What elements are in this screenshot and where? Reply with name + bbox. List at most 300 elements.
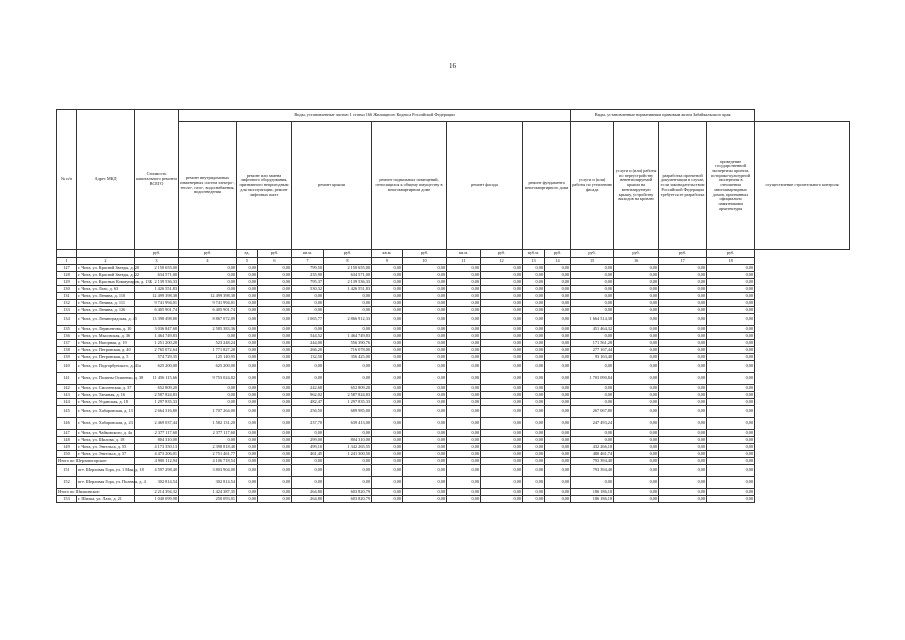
value-cell: 0,00 xyxy=(481,279,523,286)
unit-cell: руб. xyxy=(707,250,755,258)
value-cell: 264,80 xyxy=(292,496,324,503)
value-cell: 0,00 xyxy=(237,465,258,477)
value-cell: 0,00 xyxy=(481,293,523,300)
row-address: г. Чита, ул. Петровская, д. 40 xyxy=(77,347,135,354)
value-cell: 0,00 xyxy=(545,451,571,458)
value-cell: 0,00 xyxy=(179,333,237,340)
value-cell: 0,00 xyxy=(324,326,372,333)
value-cell: 0,00 xyxy=(292,373,324,385)
value-cell: 0,00 xyxy=(523,300,545,307)
col-header-facade: ремонт фасада xyxy=(447,122,523,250)
value-cell: 0,00 xyxy=(659,465,707,477)
value-cell: 2 139 536,33 xyxy=(324,279,372,286)
value-cell: 0,00 xyxy=(545,347,571,354)
value-cell: 0,00 xyxy=(372,340,403,347)
index-cell: 4 xyxy=(179,258,237,265)
value-cell: 0,00 xyxy=(481,272,523,279)
value-cell: 0,00 xyxy=(403,458,447,465)
table-row xyxy=(57,465,850,477)
value-cell: 0,00 xyxy=(372,451,403,458)
table-row xyxy=(57,314,850,326)
value-cell: 0,00 xyxy=(571,399,614,406)
value-cell: 0,00 xyxy=(258,489,292,496)
value-cell: 0,00 xyxy=(545,418,571,430)
value-cell: 0,00 xyxy=(403,465,447,477)
row-address: г. Чита, ул. Ленина, д. 110 xyxy=(77,293,135,300)
value-cell: 0,00 xyxy=(523,314,545,326)
value-cell: 0,00 xyxy=(372,418,403,430)
value-cell: 0,00 xyxy=(237,293,258,300)
value-cell: 0,00 xyxy=(614,477,659,489)
value-cell: 0,00 xyxy=(292,326,324,333)
value-cell: 1 241 300,50 xyxy=(324,451,372,458)
value-cell: 0,00 xyxy=(523,361,545,373)
value-cell: 0,00 xyxy=(237,265,258,272)
value-cell: 0,00 xyxy=(571,437,614,444)
value-cell: 0,00 xyxy=(447,477,481,489)
value-cell: 0,00 xyxy=(258,333,292,340)
value-cell: 0,00 xyxy=(545,437,571,444)
row-address: г. Чита, ул. Подгорбунского, д. 41а xyxy=(77,361,135,373)
value-cell: 0,00 xyxy=(403,279,447,286)
value-cell: 93 163,40 xyxy=(571,354,614,361)
value-cell: 9 753 024,82 xyxy=(179,373,237,385)
table-row xyxy=(57,406,850,418)
value-cell: 0,00 xyxy=(659,373,707,385)
value-cell: 0,00 xyxy=(571,286,614,293)
value-cell: 451 464,32 xyxy=(571,326,614,333)
value-cell: 0,00 xyxy=(258,326,292,333)
row-number: 149 xyxy=(57,444,77,451)
value-cell: 0,00 xyxy=(447,430,481,437)
col-header-no: № п/п xyxy=(57,110,77,250)
value-cell: 0,00 xyxy=(523,392,545,399)
value-cell: 0,00 xyxy=(659,399,707,406)
value-cell: 0,00 xyxy=(571,279,614,286)
value-cell: 0,00 xyxy=(614,444,659,451)
value-cell: 0,00 xyxy=(659,340,707,347)
table-row xyxy=(57,477,850,489)
index-cell: 2 xyxy=(77,258,135,265)
row-number: 137 xyxy=(57,340,77,347)
row-number: 144 xyxy=(57,399,77,406)
value-cell: 0,00 xyxy=(447,293,481,300)
value-cell: 0,00 xyxy=(545,458,571,465)
value-cell: 0,00 xyxy=(237,489,258,496)
row-number: 148 xyxy=(57,437,77,444)
unit-cell: руб. xyxy=(258,250,292,258)
row-number: 153 xyxy=(57,496,77,503)
table-row xyxy=(57,385,850,392)
value-cell: 237,70 xyxy=(292,418,324,430)
value-cell: 0,00 xyxy=(403,399,447,406)
value-cell: 0,00 xyxy=(659,272,707,279)
value-cell: 0,00 xyxy=(614,333,659,340)
value-cell: 267 067,80 xyxy=(571,406,614,418)
value-cell: 8 867 072,09 xyxy=(179,314,237,326)
row-number: 141 xyxy=(57,373,77,385)
value-cell: 0,00 xyxy=(659,385,707,392)
value-cell: 0,00 xyxy=(614,265,659,272)
value-cell: 0,00 xyxy=(523,496,545,503)
value-cell: 0,00 xyxy=(614,437,659,444)
value-cell: 1 297 835,33 xyxy=(324,399,372,406)
value-cell: 0,00 xyxy=(258,399,292,406)
value-cell: 0,00 xyxy=(372,392,403,399)
header-group-row xyxy=(57,110,850,122)
value-cell: 1 065,77 xyxy=(292,314,324,326)
value-cell: 0,00 xyxy=(403,489,447,496)
value-cell: 4 597 298,40 xyxy=(135,465,179,477)
value-cell: 0,00 xyxy=(707,272,755,279)
index-cell: 8 xyxy=(324,258,372,265)
col-header-roof: ремонт крыши xyxy=(292,122,372,250)
value-cell: 0,00 xyxy=(258,406,292,418)
value-cell: 247 493,24 xyxy=(571,418,614,430)
value-cell: 0,00 xyxy=(659,496,707,503)
value-cell: 0,00 xyxy=(447,444,481,451)
value-cell: 0,00 xyxy=(523,399,545,406)
unit-cell: руб. xyxy=(403,250,447,258)
row-number: 142 xyxy=(57,385,77,392)
value-cell: 0,00 xyxy=(258,385,292,392)
row-number: 150 xyxy=(57,451,77,458)
value-cell: 0,00 xyxy=(571,293,614,300)
value-cell: 0,00 xyxy=(545,392,571,399)
value-cell: 1 582 131,20 xyxy=(179,418,237,430)
value-cell: 0,00 xyxy=(258,430,292,437)
value-cell: 0,00 xyxy=(571,272,614,279)
index-cell: 10 xyxy=(403,258,447,265)
row-number: 134 xyxy=(57,314,77,326)
row-address: г. Чита, ул. Чайковского, д. 4а xyxy=(77,430,135,437)
value-cell: 299,00 xyxy=(292,437,324,444)
value-cell: 0,00 xyxy=(545,385,571,392)
value-cell: 0,00 xyxy=(179,272,237,279)
value-cell: 0,00 xyxy=(707,347,755,354)
value-cell: 574 729,35 xyxy=(135,354,179,361)
value-cell: 0,00 xyxy=(372,265,403,272)
value-cell: 482,47 xyxy=(292,399,324,406)
unit-cell: кв.м. xyxy=(372,250,403,258)
value-cell: 0,00 xyxy=(523,444,545,451)
index-cell: 17 xyxy=(659,258,707,265)
value-cell: 0,00 xyxy=(258,451,292,458)
value-cell: 0,00 xyxy=(403,314,447,326)
value-cell: 0,00 xyxy=(403,385,447,392)
value-cell: 0,00 xyxy=(659,300,707,307)
unit-cell: руб. xyxy=(571,250,614,258)
value-cell: 0,00 xyxy=(571,385,614,392)
value-cell: 0,00 xyxy=(545,361,571,373)
value-cell: 0,00 xyxy=(447,385,481,392)
value-cell: 0,00 xyxy=(372,406,403,418)
value-cell: 1 426 551,83 xyxy=(135,286,179,293)
value-cell: 0,00 xyxy=(707,333,755,340)
value-cell: 0,00 xyxy=(545,430,571,437)
row-address: г. Чита, ул. Лазо, д. 63 xyxy=(77,286,135,293)
value-cell: 0,00 xyxy=(707,399,755,406)
value-cell: 2 150 655,00 xyxy=(135,265,179,272)
value-cell: 0,00 xyxy=(447,373,481,385)
row-number: 151 xyxy=(57,465,77,477)
table-row xyxy=(57,347,850,354)
value-cell: 0,00 xyxy=(523,430,545,437)
value-cell: 0,00 xyxy=(403,307,447,314)
value-cell: 0,00 xyxy=(614,340,659,347)
row-number: 140 xyxy=(57,361,77,373)
row-address: г. Чита, ул. Ленина, д. 111 xyxy=(77,300,135,307)
value-cell: 0,00 xyxy=(481,399,523,406)
value-cell: 0,00 xyxy=(614,373,659,385)
row-number: 131 xyxy=(57,293,77,300)
value-cell: 0,00 xyxy=(614,392,659,399)
value-cell: 0,00 xyxy=(403,286,447,293)
value-cell: 0,00 xyxy=(403,430,447,437)
value-cell: 250 093,01 xyxy=(179,496,237,503)
value-cell: 639 413,00 xyxy=(324,418,372,430)
value-cell: 603 820,79 xyxy=(324,496,372,503)
table-row xyxy=(57,392,850,399)
value-cell: 0,00 xyxy=(481,496,523,503)
row-number: 152 xyxy=(57,477,77,489)
col-header-total-cost: Стоимость капитального ремонта ВСЕГО xyxy=(135,110,179,250)
value-cell: 0,00 xyxy=(372,458,403,465)
col-header-basement: ремонт подвальных помещений, относящихся к общему имуществу в многоквартирном доме xyxy=(372,122,447,250)
value-cell: 1 040 099,98 xyxy=(135,496,179,503)
total-row xyxy=(57,489,850,496)
value-cell: 0,00 xyxy=(292,477,324,489)
value-cell: 0,00 xyxy=(237,340,258,347)
value-cell: 0,00 xyxy=(481,451,523,458)
value-cell: 0,00 xyxy=(523,489,545,496)
value-cell: 0,00 xyxy=(292,465,324,477)
value-cell: 0,00 xyxy=(614,307,659,314)
group-header-regional: Виды, установленные нормативным правовым актом Забайкальского края xyxy=(571,110,755,122)
row-address: г. Чита, ул. Хабаровская, д. 13 xyxy=(77,406,135,418)
value-cell: 1 251 200,28 xyxy=(135,340,179,347)
row-number: 133 xyxy=(57,307,77,314)
value-cell: 0,00 xyxy=(614,293,659,300)
value-cell: 0,00 xyxy=(523,265,545,272)
table-row xyxy=(57,361,850,373)
row-number: 135 xyxy=(57,326,77,333)
value-cell: 793 394,40 xyxy=(571,458,614,465)
unit-cell: руб. xyxy=(614,250,659,258)
value-cell: 0,00 xyxy=(237,333,258,340)
value-cell: 0,00 xyxy=(237,354,258,361)
row-number: 132 xyxy=(57,300,77,307)
value-cell: 2 377 117,60 xyxy=(179,430,237,437)
value-cell: 11 456 115,66 xyxy=(135,373,179,385)
value-cell: 0,00 xyxy=(481,465,523,477)
row-address: г. Чита, ул. Ленина, д. 126 xyxy=(77,307,135,314)
row-address: г. Чита, ул. Лермонтова, д. 10 xyxy=(77,326,135,333)
table-row xyxy=(57,272,850,279)
value-cell: 0,00 xyxy=(571,307,614,314)
value-cell: 0,00 xyxy=(571,392,614,399)
value-cell: 804 310,00 xyxy=(135,437,179,444)
value-cell: 244,00 xyxy=(292,340,324,347)
value-cell: 0,00 xyxy=(659,314,707,326)
col-header-construction-control: осуществление строительного контроля xyxy=(755,122,850,250)
value-cell: 0,00 xyxy=(258,293,292,300)
value-cell: 0,00 xyxy=(481,286,523,293)
value-cell: 0,00 xyxy=(324,373,372,385)
value-cell: 0,00 xyxy=(659,279,707,286)
value-cell: 804 310,00 xyxy=(324,437,372,444)
unit-cell: руб. xyxy=(545,250,571,258)
value-cell: 0,00 xyxy=(571,477,614,489)
value-cell: 0,00 xyxy=(237,272,258,279)
table-row xyxy=(57,399,850,406)
index-cell: 7 xyxy=(292,258,324,265)
row-number: 147 xyxy=(57,430,77,437)
unit-cell xyxy=(77,250,135,258)
value-cell: 0,00 xyxy=(447,340,481,347)
value-cell: 1 426 551,83 xyxy=(324,286,372,293)
table-row xyxy=(57,418,850,430)
value-cell: 0,00 xyxy=(372,373,403,385)
value-cell: 0,00 xyxy=(545,326,571,333)
value-cell: 0,00 xyxy=(481,326,523,333)
value-cell: 0,00 xyxy=(545,300,571,307)
value-cell: 0,00 xyxy=(258,307,292,314)
value-cell: 0,00 xyxy=(614,451,659,458)
value-cell: 0,00 xyxy=(659,489,707,496)
value-cell: 0,00 xyxy=(372,477,403,489)
value-cell: 0,00 xyxy=(237,477,258,489)
value-cell: 0,00 xyxy=(659,458,707,465)
value-cell: 0,00 xyxy=(403,265,447,272)
value-cell: 0,00 xyxy=(659,361,707,373)
table-row xyxy=(57,451,850,458)
value-cell: 0,00 xyxy=(659,286,707,293)
value-cell: 0,00 xyxy=(372,361,403,373)
value-cell: 0,00 xyxy=(545,444,571,451)
value-cell: 0,00 xyxy=(707,489,755,496)
table-row xyxy=(57,286,850,293)
value-cell: 0,00 xyxy=(403,451,447,458)
value-cell: 0,00 xyxy=(403,361,447,373)
value-cell: 0,00 xyxy=(372,444,403,451)
value-cell: 0,00 xyxy=(258,477,292,489)
value-cell: 0,00 xyxy=(324,430,372,437)
value-cell: 0,00 xyxy=(372,307,403,314)
value-cell: 0,00 xyxy=(481,418,523,430)
value-cell: 0,00 xyxy=(447,418,481,430)
table-row xyxy=(57,307,850,314)
value-cell: 0,00 xyxy=(258,496,292,503)
value-cell: 0,00 xyxy=(707,340,755,347)
value-cell: 0,00 xyxy=(403,418,447,430)
index-cell: 1 xyxy=(57,258,77,265)
value-cell: 0,00 xyxy=(659,437,707,444)
value-cell: 0,00 xyxy=(614,418,659,430)
value-cell: 0,00 xyxy=(545,314,571,326)
value-cell: 799,50 xyxy=(292,265,324,272)
value-cell: 0,00 xyxy=(258,437,292,444)
value-cell: 0,00 xyxy=(614,385,659,392)
value-cell: 0,00 xyxy=(523,293,545,300)
value-cell: 0,00 xyxy=(707,300,755,307)
value-cell: 0,00 xyxy=(659,293,707,300)
value-cell: 0,00 xyxy=(447,307,481,314)
value-cell: 0,00 xyxy=(372,293,403,300)
value-cell: 0,00 xyxy=(571,430,614,437)
value-cell: 0,00 xyxy=(372,347,403,354)
value-cell: 0,00 xyxy=(179,279,237,286)
row-number: 145 xyxy=(57,406,77,418)
index-cell: 14 xyxy=(545,258,571,265)
value-cell: 0,00 xyxy=(545,272,571,279)
value-cell: 0,00 xyxy=(707,385,755,392)
value-cell: 3 803 904,00 xyxy=(179,465,237,477)
table-row xyxy=(57,293,850,300)
index-cell: 16 xyxy=(614,258,659,265)
value-cell: 2 377 117,60 xyxy=(135,430,179,437)
col-header-insulation: услуги и (или) работы по утеплению фасада xyxy=(571,122,614,250)
value-cell: 0,00 xyxy=(707,418,755,430)
value-cell: 0,00 xyxy=(372,279,403,286)
value-cell: 0,00 xyxy=(707,444,755,451)
value-cell: 0,00 xyxy=(403,333,447,340)
value-cell: 0,00 xyxy=(447,451,481,458)
table-row xyxy=(57,326,850,333)
value-cell: 12 499 398,38 xyxy=(179,293,237,300)
value-cell: 0,00 xyxy=(659,265,707,272)
index-cell: 5 xyxy=(237,258,258,265)
value-cell: 0,00 xyxy=(659,444,707,451)
value-cell: 0,00 xyxy=(523,272,545,279)
value-cell: 0,00 xyxy=(403,326,447,333)
value-cell: 0,00 xyxy=(447,354,481,361)
table-body xyxy=(57,265,850,503)
value-cell: 461,45 xyxy=(292,451,324,458)
value-cell: 0,00 xyxy=(237,361,258,373)
value-cell: 266,20 xyxy=(292,347,324,354)
value-cell: 0,00 xyxy=(237,437,258,444)
value-cell: 0,00 xyxy=(372,489,403,496)
total-row xyxy=(57,458,850,465)
table-row xyxy=(57,265,850,272)
index-cell: 15 xyxy=(571,258,614,265)
value-cell: 0,00 xyxy=(707,477,755,489)
value-cell: 793 394,40 xyxy=(571,465,614,477)
value-cell: 0,00 xyxy=(258,347,292,354)
value-cell: 0,00 xyxy=(179,392,237,399)
value-cell: 1 464 749,83 xyxy=(324,333,372,340)
value-cell: 0,00 xyxy=(258,272,292,279)
value-cell: 0,00 xyxy=(523,333,545,340)
value-cell: 0,00 xyxy=(707,373,755,385)
value-cell: 0,00 xyxy=(292,458,324,465)
value-cell: 0,00 xyxy=(523,458,545,465)
col-header-project-docs: разработка проектной документации в случае, если законодательством Российской Федерации требуется ее разработка xyxy=(659,122,707,250)
value-cell: 0,00 xyxy=(403,272,447,279)
value-cell: 0,00 xyxy=(179,399,237,406)
value-cell: 432 266,18 xyxy=(571,444,614,451)
value-cell: 0,00 xyxy=(292,361,324,373)
value-cell: 0,00 xyxy=(545,477,571,489)
value-cell: 0,00 xyxy=(523,385,545,392)
value-cell: 264,80 xyxy=(292,489,324,496)
value-cell: 0,00 xyxy=(707,430,755,437)
value-cell: 0,00 xyxy=(545,496,571,503)
value-cell: 0,00 xyxy=(324,477,372,489)
value-cell: 0,00 xyxy=(258,392,292,399)
value-cell: 0,00 xyxy=(372,399,403,406)
